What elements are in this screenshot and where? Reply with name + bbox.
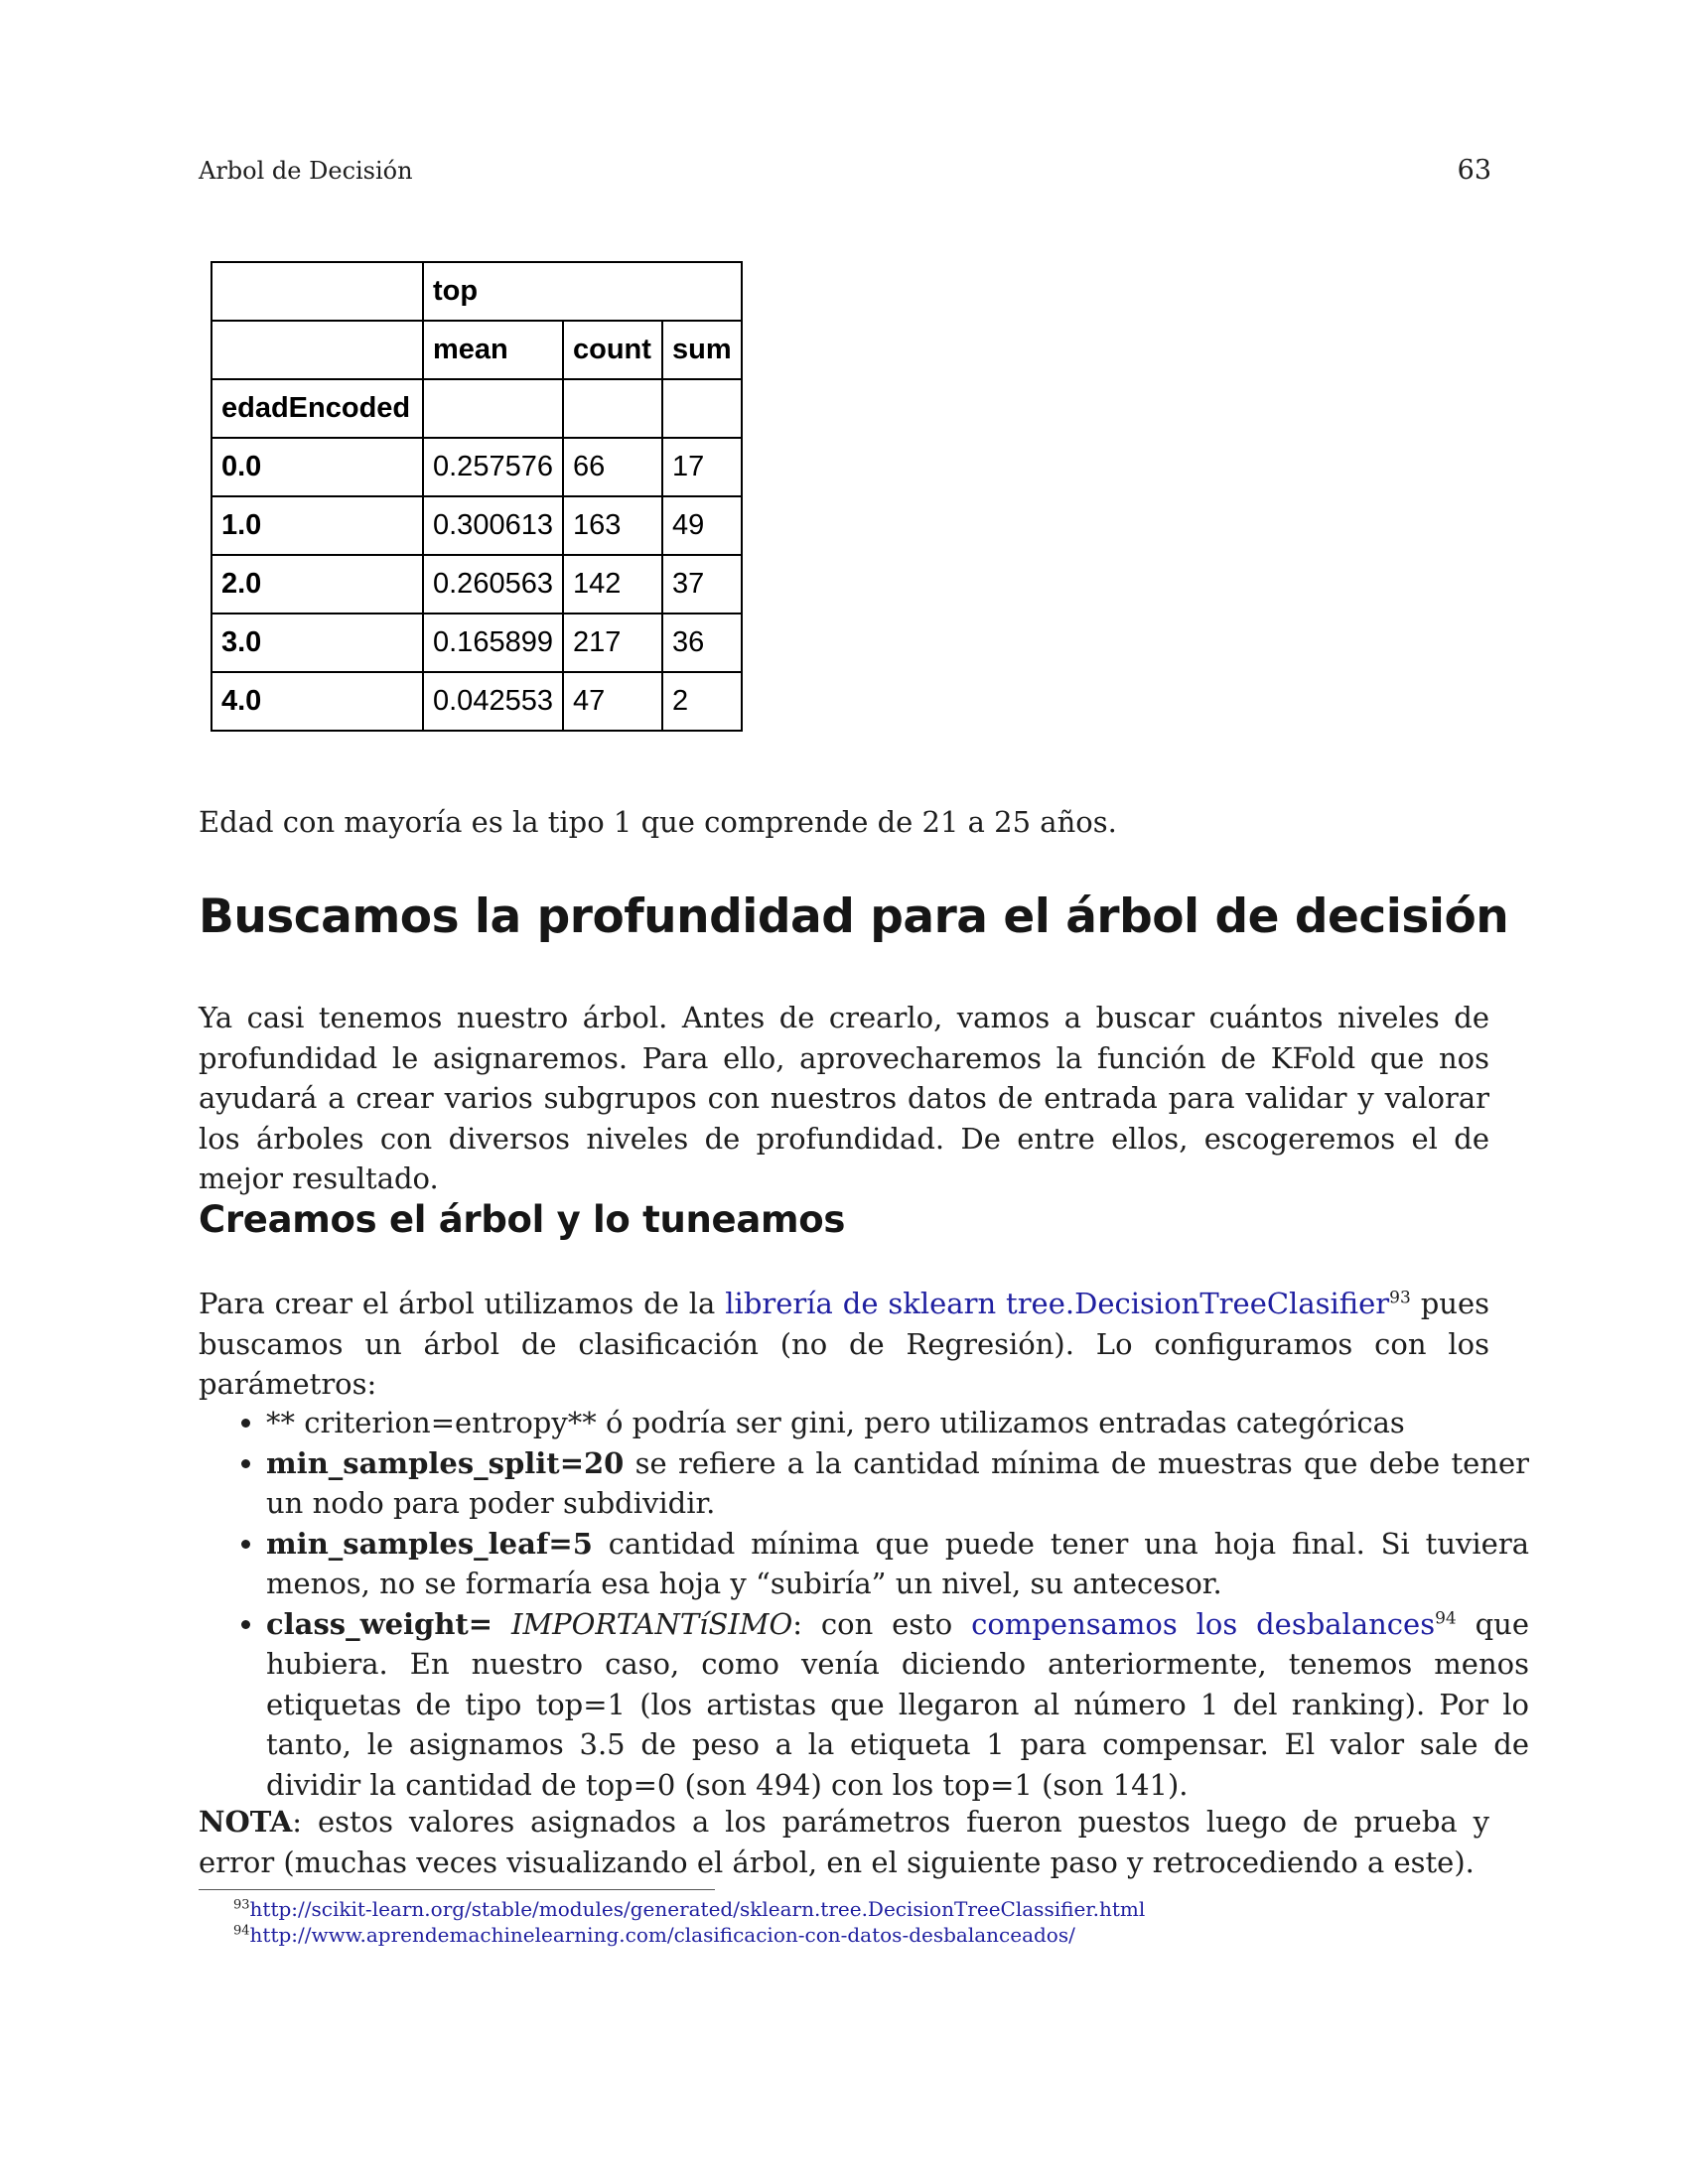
note-paragraph [199, 1802, 1489, 1882]
usage-text-before: Para crear el árbol utilizamos de la [199, 1287, 726, 1320]
table-caption: Edad con mayoría es la tipo 1 que comprende de 21 a 25 años. [199, 805, 1117, 839]
table-cell-mean: 0.042553 [423, 672, 563, 731]
footnotes [233, 1896, 1145, 1948]
footnote-ref-94[interactable]: 94 [1435, 1607, 1457, 1628]
parameter-list [226, 1403, 1529, 1805]
section-intro-paragraph: Ya casi tenemos nuestro árbol. Antes de crearlo, vamos a buscar cuántos niveles de profundidad le asignaremos. Para ello, aprovecharemos la función de KFold que nos ayudará a crear varios subgrupos con nuestros datos de entrada para validar y valorar los árboles con diversos niveles de profundidad. De entre ellos, escogeremos el de mejor resultado. [199, 1001, 1489, 1195]
table-cell-sum: 2 [662, 672, 742, 731]
table-row [211, 555, 742, 614]
table-cell-mean: 0.300613 [423, 496, 563, 555]
usage-paragraph [199, 1284, 1489, 1405]
table-cell-mean: 0.257576 [423, 438, 563, 496]
page-number: 63 [1457, 155, 1491, 186]
table-row-index: 1.0 [211, 496, 423, 555]
footnote-url-link[interactable]: http://www.aprendemachinelearning.com/clasificacion-con-datos-desbalanceados/ [249, 1923, 1075, 1947]
table-column-header: sum [662, 321, 742, 379]
list-item [266, 1443, 1529, 1524]
usage-text-after: pues buscamos un árbol de clasificación (no de Regresión). Lo configuramos con los parámetros: [199, 1287, 1489, 1401]
param-key: min_samples_leaf=5 [266, 1526, 593, 1561]
table-corner-cell [211, 262, 423, 321]
table-cell [662, 379, 742, 438]
footnote-ref-93[interactable]: 93 [1389, 1288, 1411, 1308]
table-column-header: count [563, 321, 662, 379]
table-cell-count: 163 [563, 496, 662, 555]
table-cell-count: 47 [563, 672, 662, 731]
table-cell-mean: 0.260563 [423, 555, 563, 614]
list-item [266, 1403, 1529, 1443]
footnote-divider [199, 1889, 715, 1890]
section-title: Buscamos la profundidad para el árbol de decisión [199, 889, 1509, 944]
table-corner-cell [211, 321, 423, 379]
footnote-93 [233, 1896, 1145, 1922]
table-row [211, 672, 742, 731]
footnote-url-link[interactable]: http://scikit-learn.org/stable/modules/generated/sklearn.tree.DecisionTreeClassifier.html [249, 1897, 1146, 1921]
table-cell-sum: 17 [662, 438, 742, 496]
list-item [266, 1524, 1529, 1604]
table-cell-count: 142 [563, 555, 662, 614]
table-cell-sum: 49 [662, 496, 742, 555]
footnote-number: 93 [233, 1897, 250, 1913]
table-group-header: top [423, 262, 742, 321]
desbalances-link[interactable]: compensamos los desbalances [971, 1606, 1436, 1641]
note-label: NOTA [199, 1805, 293, 1839]
list-item [266, 1604, 1529, 1806]
result-table [211, 261, 743, 732]
param-criterion-text: ** criterion=entropy** ó podría ser gini, pero utilizamos entradas categóricas [266, 1406, 1405, 1439]
param-description: cantidad mínima que puede tener una hoja final. Si tuviera menos, no se formaría esa hoja y “subiría” un nivel, su antecesor. [266, 1526, 1529, 1600]
table-cell-sum: 37 [662, 555, 742, 614]
table-row [211, 438, 742, 496]
table-cell [563, 379, 662, 438]
note-text: : estos valores asignados a los parámetros fueron puestos luego de prueba y error (muchas veces visualizando el árbol, en el siguiente paso y retrocediendo a este). [199, 1805, 1489, 1879]
param-key: class_weight= [266, 1606, 493, 1641]
table-index-name-row [211, 379, 742, 438]
footnote-number: 94 [233, 1923, 250, 1939]
table-columns-row [211, 321, 742, 379]
subsection-title: Creamos el árbol y lo tuneamos [199, 1198, 846, 1241]
table-row-index: 3.0 [211, 614, 423, 672]
table-cell-count: 217 [563, 614, 662, 672]
table-row [211, 496, 742, 555]
table-header-row [211, 262, 742, 321]
table-row-index: 2.0 [211, 555, 423, 614]
table-column-header: mean [423, 321, 563, 379]
table-row-index: 0.0 [211, 438, 423, 496]
param-description: que hubiera. En nuestro caso, como venía diciendo anteriormente, tenemos menos etiquetas de tipo top=1 (los artistas que llegaron al número 1 del ranking). Por lo tanto, le asignamos 3.5 de peso a la etiqueta 1 para compensar. El valor sale de dividir la cantidad de top=0 (son 494) con los top=1 (son 141). [266, 1606, 1530, 1802]
running-header: Arbol de Decisión [199, 157, 413, 185]
param-key: min_samples_split=20 [266, 1445, 625, 1480]
param-emphasis: IMPORTANTíSIMO [510, 1606, 793, 1641]
sklearn-tree-link[interactable]: librería de sklearn tree.DecisionTreeClasifier [725, 1287, 1390, 1320]
table-index-name: edadEncoded [211, 379, 423, 438]
table-cell-count: 66 [563, 438, 662, 496]
table-cell-mean: 0.165899 [423, 614, 563, 672]
table-row [211, 614, 742, 672]
param-description: : con esto [792, 1606, 972, 1641]
table-cell [423, 379, 563, 438]
footnote-94 [233, 1922, 1145, 1948]
param-description: se refiere a la cantidad mínima de muestras que debe tener un nodo para poder subdividir. [266, 1445, 1529, 1520]
table-row-index: 4.0 [211, 672, 423, 731]
table-cell-sum: 36 [662, 614, 742, 672]
